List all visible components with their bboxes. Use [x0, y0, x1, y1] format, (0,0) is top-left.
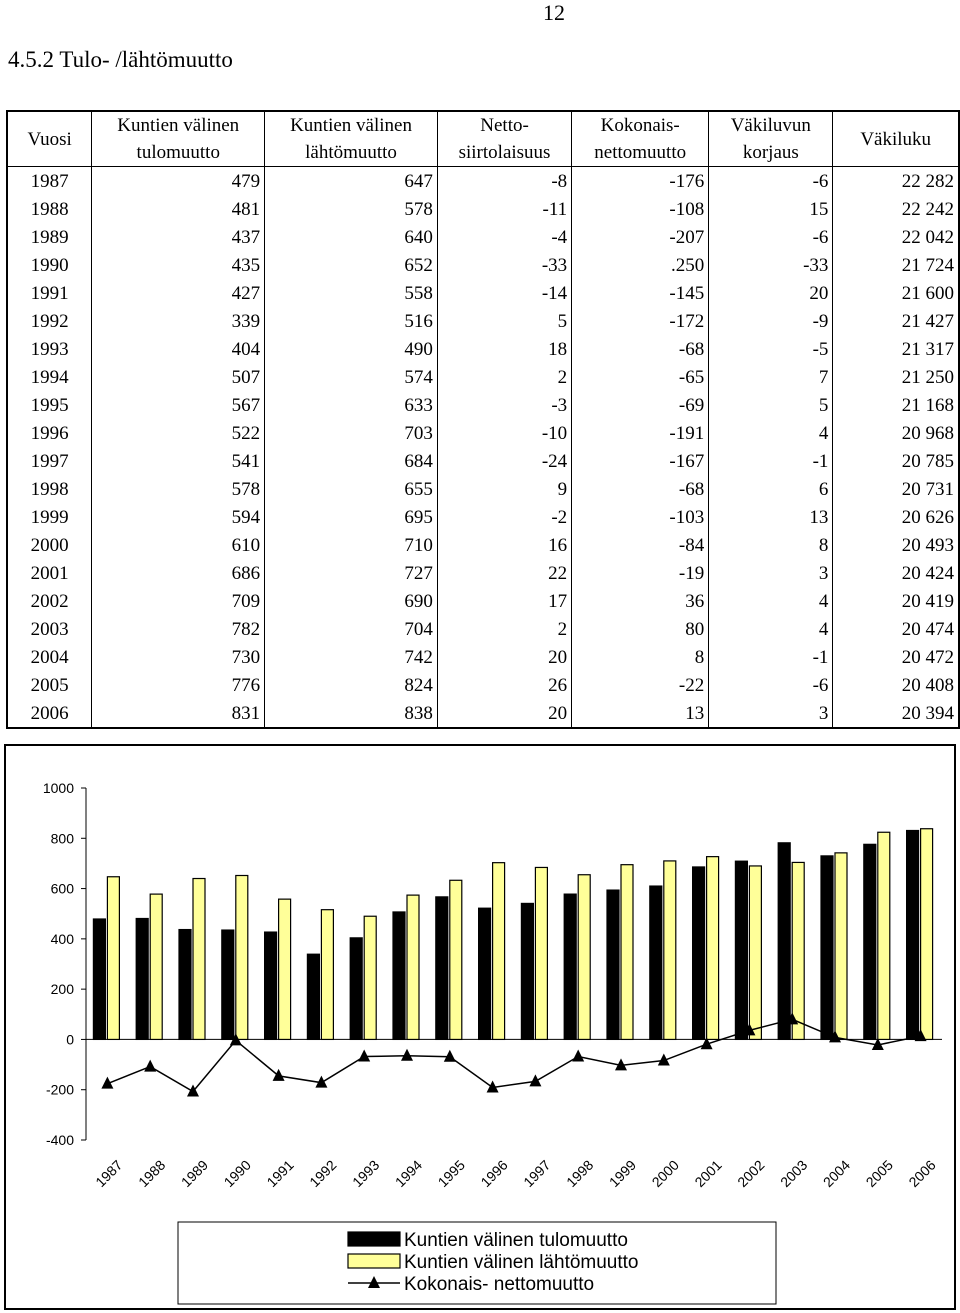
table-cell: -191 — [572, 419, 709, 447]
table-cell: .250 — [572, 251, 709, 279]
y-tick-label: 400 — [50, 930, 74, 947]
table-cell: 652 — [265, 251, 438, 279]
x-tick-label: 2001 — [691, 1156, 725, 1191]
bar-tulomuutto — [350, 938, 362, 1040]
table-cell: 578 — [92, 475, 265, 503]
header-year: Vuosi — [7, 111, 92, 167]
table-cell: -69 — [572, 391, 709, 419]
table-cell: 36 — [572, 587, 709, 615]
table-row — [7, 587, 959, 615]
table-cell: -6 — [709, 167, 833, 196]
page-number: 12 — [543, 0, 565, 25]
table-cell-year: 1992 — [7, 307, 92, 335]
table-cell: -10 — [437, 419, 571, 447]
table-cell: 3 — [709, 559, 833, 587]
table-cell: 13 — [572, 699, 709, 728]
table-cell: -1 — [709, 447, 833, 475]
table-row — [7, 531, 959, 559]
bar-lahtomuutto — [664, 861, 676, 1040]
table-cell: 8 — [572, 643, 709, 671]
table-cell: 20 394 — [901, 702, 954, 724]
table-cell: 435 — [92, 251, 265, 279]
table-cell: 5 — [709, 391, 833, 419]
table-cell: -68 — [572, 475, 709, 503]
y-tick-label: -400 — [45, 1132, 74, 1148]
table-cell: -5 — [709, 335, 833, 363]
table-cell-year: 1993 — [7, 335, 92, 363]
table-cell: -6 — [709, 671, 833, 699]
table-cell: 776 — [92, 671, 265, 699]
table-cell: 20 968 — [901, 422, 954, 444]
table-cell: 20 474 — [901, 618, 954, 640]
bar-lahtomuutto — [150, 894, 162, 1039]
legend-label: Kuntien välinen lähtömuutto — [404, 1252, 639, 1273]
table-cell-year: 1994 — [7, 363, 92, 391]
table-cell: 574 — [265, 363, 438, 391]
table-cell: 21 427 — [901, 310, 954, 332]
table-cell: 567 — [92, 391, 265, 419]
table-header-row — [7, 111, 959, 167]
bar-lahtomuutto — [878, 832, 890, 1039]
x-tick-label: 1987 — [92, 1156, 126, 1191]
y-tick-label: 800 — [50, 830, 74, 847]
table-row — [7, 643, 959, 671]
x-tick-label: 1994 — [391, 1156, 426, 1191]
table-cell: -84 — [572, 531, 709, 559]
x-tick-label: 1995 — [434, 1156, 468, 1191]
table-cell: 21 600 — [901, 282, 954, 304]
legend-swatch — [348, 1254, 400, 1268]
table-cell-year: 2000 — [7, 531, 92, 559]
table-cell: 20 424 — [901, 562, 954, 584]
table-cell: 21 317 — [901, 338, 954, 360]
y-tick-label: 1000 — [42, 780, 74, 796]
table-cell: 2 — [437, 615, 571, 643]
table-row — [7, 167, 959, 196]
bar-tulomuutto — [93, 919, 105, 1039]
table-cell: -3 — [437, 391, 571, 419]
table-cell: -24 — [437, 447, 571, 475]
bar-tulomuutto — [521, 903, 533, 1039]
bar-tulomuutto — [821, 856, 833, 1040]
table-cell: 479 — [92, 167, 265, 196]
bar-lahtomuutto — [578, 875, 590, 1040]
table-row — [7, 503, 959, 531]
table-row — [7, 559, 959, 587]
table-cell: 709 — [92, 587, 265, 615]
bar-tulomuutto — [778, 843, 790, 1040]
table-cell: 684 — [265, 447, 438, 475]
header-in-migration: Kuntien välinen tulomuutto — [92, 111, 265, 167]
table-cell: -103 — [572, 503, 709, 531]
table-cell: 20 785 — [901, 450, 954, 472]
table-cell: 730 — [92, 643, 265, 671]
table-cell: 686 — [92, 559, 265, 587]
bar-tulomuutto — [735, 861, 747, 1039]
table-cell: -176 — [572, 167, 709, 196]
table-cell-year: 1995 — [7, 391, 92, 419]
table-cell-year: 1991 — [7, 279, 92, 307]
table-cell: -167 — [572, 447, 709, 475]
bar-lahtomuutto — [835, 853, 847, 1040]
table-cell: 704 — [265, 615, 438, 643]
table-cell: 26 — [437, 671, 571, 699]
table-cell: 7 — [709, 363, 833, 391]
line-marker-triangle — [273, 1069, 285, 1081]
table-cell: 4 — [709, 587, 833, 615]
bar-lahtomuutto — [535, 867, 547, 1039]
table-cell: 20 493 — [901, 534, 954, 556]
table-row — [7, 419, 959, 447]
y-tick-label: -200 — [45, 1081, 74, 1098]
table-cell: 20 626 — [901, 506, 954, 528]
bar-lahtomuutto — [621, 865, 633, 1040]
bar-lahtomuutto — [450, 880, 462, 1039]
table-cell: 20 731 — [901, 478, 954, 500]
table-cell: -2 — [437, 503, 571, 531]
y-tick-label: 0 — [66, 1031, 74, 1048]
bar-tulomuutto — [479, 908, 491, 1039]
x-tick-label: 1991 — [263, 1156, 297, 1191]
x-tick-label: 2004 — [819, 1156, 854, 1191]
table-cell: 782 — [92, 615, 265, 643]
bar-tulomuutto — [136, 918, 148, 1039]
bar-tulomuutto — [907, 830, 919, 1039]
x-tick-label: 1988 — [135, 1156, 169, 1191]
table-cell: 4 — [709, 615, 833, 643]
table-row — [7, 671, 959, 699]
table-row — [7, 279, 959, 307]
table-cell-year: 2004 — [7, 643, 92, 671]
x-tick-label: 1989 — [177, 1156, 212, 1191]
bar-lahtomuutto — [279, 899, 291, 1039]
table-cell: 594 — [92, 503, 265, 531]
bar-tulomuutto — [436, 897, 448, 1040]
y-tick-label: 600 — [50, 880, 74, 897]
table-cell-year: 2001 — [7, 559, 92, 587]
table-cell: -172 — [572, 307, 709, 335]
table-cell: 427 — [92, 279, 265, 307]
x-tick-label: 1998 — [563, 1156, 597, 1191]
table-cell: -65 — [572, 363, 709, 391]
table-cell: 610 — [92, 531, 265, 559]
y-tick-label: 200 — [50, 981, 74, 998]
table-cell: 831 — [92, 699, 265, 728]
table-cell-year: 1988 — [7, 195, 92, 223]
table-cell: 22 242 — [901, 198, 954, 220]
bar-lahtomuutto — [321, 910, 333, 1040]
table-cell-year: 2003 — [7, 615, 92, 643]
table-row — [7, 391, 959, 419]
table-cell: 695 — [265, 503, 438, 531]
table-cell: 727 — [265, 559, 438, 587]
bar-tulomuutto — [564, 894, 576, 1039]
table-cell: 838 — [265, 699, 438, 728]
table-cell: 8 — [709, 531, 833, 559]
table-row — [7, 447, 959, 475]
table-cell: -68 — [572, 335, 709, 363]
table-cell: -145 — [572, 279, 709, 307]
bar-tulomuutto — [393, 912, 405, 1039]
table-cell-year: 1999 — [7, 503, 92, 531]
bar-tulomuutto — [864, 844, 876, 1039]
table-cell: 20 — [437, 643, 571, 671]
table-cell-year: 2006 — [7, 699, 92, 728]
bar-tulomuutto — [607, 890, 619, 1039]
table-cell: 437 — [92, 223, 265, 251]
bar-lahtomuutto — [749, 866, 761, 1039]
x-tick-label: 1990 — [220, 1156, 254, 1191]
table-cell: 16 — [437, 531, 571, 559]
table-cell: 703 — [265, 419, 438, 447]
table-cell-year: 2005 — [7, 671, 92, 699]
table-cell: -4 — [437, 223, 571, 251]
line-marker-triangle — [572, 1050, 584, 1062]
chart-frame — [4, 744, 956, 1310]
header-out-migration: Kuntien välinen lähtömuutto — [265, 111, 438, 167]
table-cell-year: 2002 — [7, 587, 92, 615]
table-cell: 710 — [265, 531, 438, 559]
bar-tulomuutto — [307, 954, 319, 1039]
table-cell: -1 — [709, 643, 833, 671]
table-cell: 522 — [92, 419, 265, 447]
table-cell: 339 — [92, 307, 265, 335]
x-tick-label: 2000 — [648, 1156, 682, 1191]
table-cell: 404 — [92, 335, 265, 363]
x-tick-label: 1997 — [520, 1156, 554, 1191]
table-cell: -22 — [572, 671, 709, 699]
table-cell-year: 1987 — [7, 167, 92, 196]
table-cell: -207 — [572, 223, 709, 251]
table-cell: -33 — [437, 251, 571, 279]
header-population-correction: Väkiluvun korjaus — [709, 111, 833, 167]
table-cell: 21 168 — [901, 394, 954, 416]
table-cell: 20 408 — [901, 674, 954, 696]
bar-tulomuutto — [222, 930, 234, 1039]
table-cell-year: 1996 — [7, 419, 92, 447]
bar-tulomuutto — [693, 867, 705, 1039]
bar-tulomuutto — [265, 932, 277, 1039]
bar-lahtomuutto — [364, 916, 376, 1039]
legend-label: Kuntien välinen tulomuutto — [404, 1230, 628, 1251]
table-cell: 640 — [265, 223, 438, 251]
table-cell: -9 — [709, 307, 833, 335]
table-cell-year: 1990 — [7, 251, 92, 279]
header-total-net-migration: Kokonais- nettomuutto — [572, 111, 709, 167]
x-tick-label: 2005 — [862, 1156, 896, 1191]
table-cell: -108 — [572, 195, 709, 223]
table-cell: 2 — [437, 363, 571, 391]
line-marker-triangle — [401, 1049, 413, 1061]
table-cell: 824 — [265, 671, 438, 699]
x-tick-label: 2006 — [905, 1156, 939, 1191]
bar-lahtomuutto — [792, 862, 804, 1039]
table-cell: -14 — [437, 279, 571, 307]
table-cell: 3 — [709, 699, 833, 728]
x-tick-label: 2003 — [777, 1156, 811, 1191]
bar-lahtomuutto — [407, 895, 419, 1039]
table-cell: 22 — [437, 559, 571, 587]
table-cell: 481 — [92, 195, 265, 223]
table-cell-year: 1998 — [7, 475, 92, 503]
table-cell: 13 — [709, 503, 833, 531]
table-cell: 22 282 — [901, 170, 954, 192]
table-row — [7, 475, 959, 503]
table-cell: 20 — [709, 279, 833, 307]
table-cell-year: 1997 — [7, 447, 92, 475]
table-cell: 690 — [265, 587, 438, 615]
table-row — [7, 251, 959, 279]
table-cell: 20 — [437, 699, 571, 728]
table-cell: 17 — [437, 587, 571, 615]
table-cell-year: 1989 — [7, 223, 92, 251]
bar-lahtomuutto — [193, 879, 205, 1040]
table-cell: 516 — [265, 307, 438, 335]
table-cell: 18 — [437, 335, 571, 363]
line-marker-triangle — [144, 1060, 156, 1072]
table-cell: 490 — [265, 335, 438, 363]
table-cell: 22 042 — [901, 226, 954, 248]
table-row — [7, 699, 959, 728]
table-row — [7, 307, 959, 335]
table-row — [7, 335, 959, 363]
table-row — [7, 195, 959, 223]
table-cell: 742 — [265, 643, 438, 671]
bar-tulomuutto — [650, 886, 662, 1039]
table-cell: 5 — [437, 307, 571, 335]
section-heading: 4.5.2 Tulo- /lähtömuutto — [8, 47, 233, 72]
bar-lahtomuutto — [236, 875, 248, 1039]
line-marker-triangle — [529, 1074, 541, 1086]
migration-table — [6, 110, 960, 729]
table-cell: 633 — [265, 391, 438, 419]
table-row — [7, 615, 959, 643]
bar-tulomuutto — [179, 930, 191, 1040]
x-tick-label: 1993 — [349, 1156, 383, 1191]
table-cell: 655 — [265, 475, 438, 503]
table-cell: 20 472 — [901, 646, 954, 668]
x-tick-label: 1996 — [477, 1156, 511, 1191]
table-cell: 20 419 — [901, 590, 954, 612]
bar-lahtomuutto — [493, 863, 505, 1040]
header-population: Väkiluku — [833, 111, 959, 167]
table-cell: 647 — [265, 167, 438, 196]
legend-swatch — [348, 1232, 400, 1246]
table-cell: 6 — [709, 475, 833, 503]
table-cell: -33 — [709, 251, 833, 279]
migration-chart — [6, 746, 954, 1308]
x-tick-label: 2002 — [734, 1156, 768, 1191]
x-tick-label: 1999 — [605, 1156, 640, 1191]
line-marker-triangle — [358, 1050, 370, 1062]
table-cell: 15 — [709, 195, 833, 223]
bar-lahtomuutto — [707, 857, 719, 1040]
table-cell: 507 — [92, 363, 265, 391]
line-marker-triangle — [444, 1050, 456, 1062]
bar-lahtomuutto — [921, 829, 933, 1040]
table-cell: -6 — [709, 223, 833, 251]
table-cell: 21 250 — [901, 366, 954, 388]
table-body — [7, 167, 959, 729]
table-row — [7, 223, 959, 251]
table-cell: 9 — [437, 475, 571, 503]
table-cell: 4 — [709, 419, 833, 447]
bar-lahtomuutto — [107, 877, 119, 1040]
table-cell: 80 — [572, 615, 709, 643]
table-row — [7, 363, 959, 391]
table-cell: 578 — [265, 195, 438, 223]
table-cell: -19 — [572, 559, 709, 587]
table-cell: 558 — [265, 279, 438, 307]
table-cell: -8 — [437, 167, 571, 196]
header-net-immigration: Netto- siirtolaisuus — [437, 111, 571, 167]
table-cell: -11 — [437, 195, 571, 223]
x-tick-label: 1992 — [306, 1156, 340, 1191]
legend-label: Kokonais- nettomuutto — [404, 1274, 595, 1295]
table-cell: 541 — [92, 447, 265, 475]
table-cell: 21 724 — [901, 254, 954, 276]
